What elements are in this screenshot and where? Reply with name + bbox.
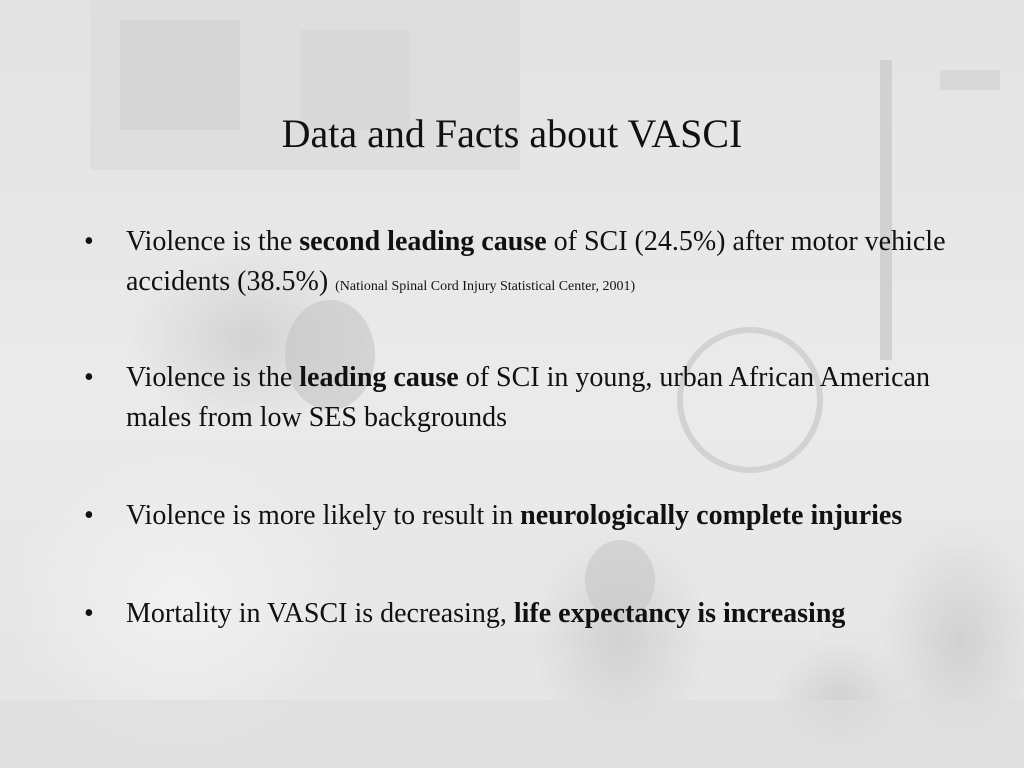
bullet-emphasis: neurologically complete injuries — [520, 500, 903, 531]
bullet-emphasis: second leading cause — [299, 226, 547, 257]
bullet-marker: • — [84, 598, 94, 629]
bullet-text: of SCI in young, urban African American males from low SES backgrounds — [126, 362, 930, 433]
bullet-text: Violence is the — [126, 226, 300, 257]
bullet-text: Violence is more likely to result in — [126, 500, 521, 531]
bullet-emphasis: life expectancy is increasing — [513, 598, 846, 629]
bullet-marker: • — [84, 500, 94, 531]
bullet-text: Mortality in VASCI is decreasing, — [126, 598, 514, 629]
bullet-item — [84, 594, 954, 634]
bullet-text: of SCI (24.5%) after motor vehicle accidents (38.5%) — [126, 226, 946, 297]
bullet-emphasis: leading cause — [299, 362, 459, 393]
bullet-item — [84, 358, 954, 438]
bullet-marker: • — [84, 226, 94, 257]
bullet-item — [84, 222, 954, 302]
bullet-marker: • — [84, 362, 94, 393]
bullet-list — [84, 222, 954, 634]
slide-title: Data and Facts about VASCI — [281, 111, 743, 156]
bullet-item — [84, 496, 954, 536]
citation: (National Spinal Cord Injury Statistical Center, 2001) — [335, 279, 636, 294]
bullet-text: Violence is the — [126, 362, 300, 393]
